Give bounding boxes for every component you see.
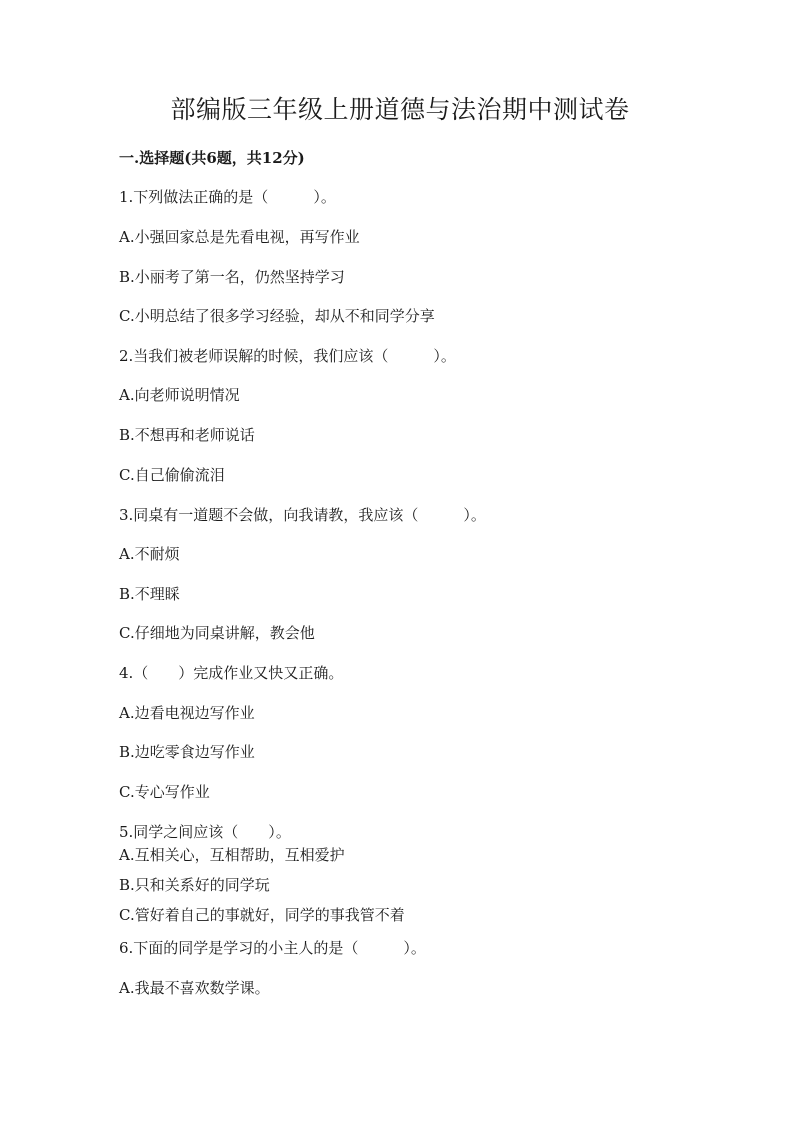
question-3-stem: 3.同桌有一道题不会做，向我请教，我应该（ ）。 xyxy=(119,506,486,524)
question-1-stem: 1.下列做法正确的是（ ）。 xyxy=(119,188,336,206)
question-4-option-a: A.边看电视边写作业 xyxy=(119,704,255,722)
question-4-option-b: B.边吃零食边写作业 xyxy=(119,743,255,761)
question-3-option-b: B.不理睬 xyxy=(119,585,180,603)
question-2-option-c: C.自己偷偷流泪 xyxy=(119,466,225,484)
question-6-option-a: A.我最不喜欢数学课。 xyxy=(119,979,270,997)
question-6-stem: 6.下面的同学是学习的小主人的是（ ）。 xyxy=(119,939,426,957)
question-5-stem: 5.同学之间应该（ ）。 xyxy=(119,823,291,841)
question-3-option-c: C.仔细地为同桌讲解，教会他 xyxy=(119,624,315,642)
question-5-option-a: A.互相关心，互相帮助，互相爱护 xyxy=(119,846,345,864)
question-2-stem: 2.当我们被老师误解的时候，我们应该（ ）。 xyxy=(119,347,456,365)
question-2-option-b: B.不想再和老师说话 xyxy=(119,426,255,444)
question-2-option-a: A.向老师说明情况 xyxy=(119,386,240,404)
question-5-option-c: C.管好着自己的事就好，同学的事我管不着 xyxy=(119,906,405,924)
question-4-stem: 4.（ ）完成作业又快又正确。 xyxy=(119,664,344,682)
section-heading: 一.选择题(共6题，共12分) xyxy=(119,149,305,167)
question-1-option-b: B.小丽考了第一名，仍然坚持学习 xyxy=(119,268,345,286)
question-4-option-c: C.专心写作业 xyxy=(119,783,210,801)
question-1-option-c: C.小明总结了很多学习经验，却从不和同学分享 xyxy=(119,307,435,325)
exam-title: 部编版三年级上册道德与法治期中测试卷 xyxy=(170,95,630,124)
question-5-option-b: B.只和关系好的同学玩 xyxy=(119,876,270,894)
question-1-option-a: A.小强回家总是先看电视，再写作业 xyxy=(119,228,360,246)
question-3-option-a: A.不耐烦 xyxy=(119,545,180,563)
